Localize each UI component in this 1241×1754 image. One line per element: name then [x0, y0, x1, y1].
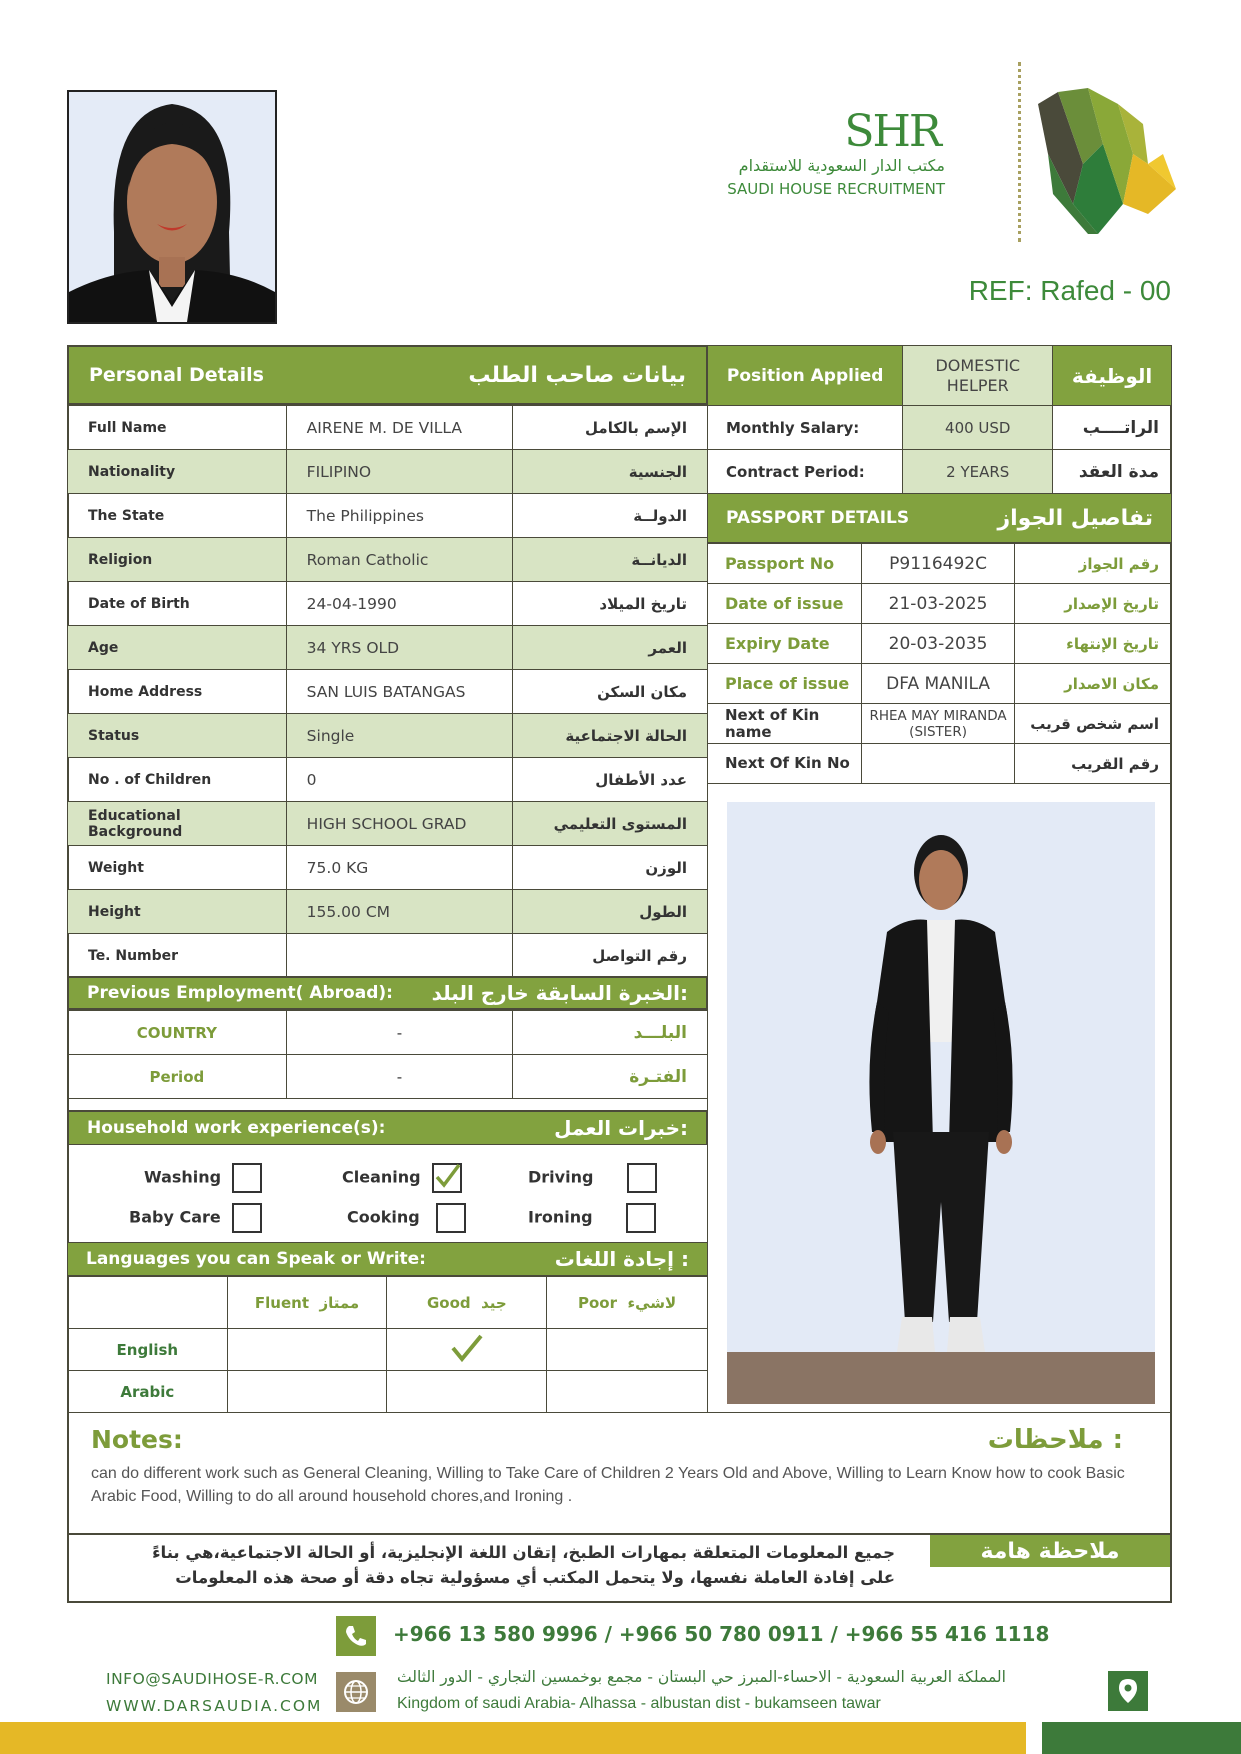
kin-name-label-ar: اسم شخص قريب — [1015, 704, 1172, 744]
household-work-header — [68, 1111, 707, 1145]
passport-field-label: Expiry Date — [708, 624, 862, 664]
website-link[interactable]: WWW.DARSAUDIA.COM — [106, 1697, 323, 1715]
passport-field-label-ar: رقم الجواز — [1015, 544, 1172, 584]
table-row — [68, 670, 708, 714]
field-label-ar: عدد الأطفال — [513, 758, 708, 802]
field-value: AIRENE M. DE VILLA — [286, 406, 513, 450]
field-label: The State — [68, 494, 287, 538]
passport-table — [707, 543, 1172, 784]
table-row — [708, 346, 1172, 406]
previous-employment-header — [67, 976, 708, 1010]
household-work-title: Household work experience(s): — [87, 1118, 386, 1138]
ironing-checkbox[interactable] — [626, 1203, 656, 1233]
position-table — [707, 345, 1172, 494]
period-value: - — [286, 1055, 513, 1099]
field-label-ar: الطول — [513, 890, 708, 934]
field-label: Height — [68, 890, 287, 934]
field-label-ar: المستوى التعليمي — [513, 802, 708, 846]
field-label: Full Name — [68, 406, 287, 450]
phone-icon — [336, 1616, 376, 1656]
field-label-ar: العمر — [513, 626, 708, 670]
field-label: No . of Children — [68, 758, 287, 802]
passport-field-label: Passport No — [708, 544, 862, 584]
table-row — [68, 1011, 708, 1055]
good-label-ar: جيد — [481, 1293, 507, 1312]
field-label: Home Address — [68, 670, 287, 714]
notes-title-ar: ملاحظات : — [987, 1425, 1123, 1455]
table-row — [68, 714, 708, 758]
ironing-option[interactable] — [528, 1203, 656, 1233]
cleaning-label: Cleaning — [342, 1167, 421, 1187]
field-value: SAN LUIS BATANGAS — [286, 670, 513, 714]
passport-field-value: P9116492C — [861, 544, 1015, 584]
table-row — [68, 450, 708, 494]
location-pin-icon — [1108, 1671, 1148, 1711]
field-label: Educational Background — [68, 802, 287, 846]
salary-label: Monthly Salary: — [708, 406, 903, 450]
table-row — [68, 1055, 708, 1099]
passport-field-value: 20-03-2035 — [861, 624, 1015, 664]
contract-label-ar: مدة العقد — [1053, 450, 1172, 494]
table-row — [68, 494, 708, 538]
globe-icon — [336, 1672, 376, 1712]
field-value: 0 — [286, 758, 513, 802]
field-value: FILIPINO — [286, 450, 513, 494]
ironing-label: Ironing — [528, 1207, 593, 1227]
table-row — [68, 802, 708, 846]
languages-header — [67, 1242, 708, 1276]
cooking-option[interactable] — [347, 1203, 466, 1233]
table-row — [708, 624, 1172, 664]
table-row — [68, 758, 708, 802]
table-row — [708, 584, 1172, 624]
arabic-good-cell[interactable] — [387, 1371, 547, 1413]
previous-employment-title: Previous Employment( Abroad): — [87, 983, 393, 1003]
previous-employment-section — [67, 976, 708, 1099]
important-note-line2: على إفادة العاملة نفسها، ولا يتحمل المكتب أي مسؤولية تجاه دقة أو صحة هذه المعلومات — [175, 1568, 895, 1587]
passport-title: PASSPORT DETAILS — [726, 508, 910, 528]
saudi-map-logo-icon — [1028, 84, 1178, 234]
table-row — [708, 406, 1172, 450]
field-label: Weight — [68, 846, 287, 890]
field-label-ar: الدولــة — [513, 494, 708, 538]
cleaning-checkbox[interactable] — [432, 1163, 462, 1193]
babycare-option[interactable] — [129, 1203, 262, 1233]
address-english: Kingdom of saudi Arabia- Alhassa - albustan dist - bukamseen tawar — [397, 1695, 881, 1712]
personal-details-title-ar: بيانات صاحب الطلب — [468, 362, 686, 388]
fluent-header — [227, 1277, 387, 1329]
logo-divider — [1018, 62, 1021, 242]
good-label: Good — [426, 1293, 471, 1312]
passport-field-label: Place of issue — [708, 664, 862, 704]
position-label-ar: الوظيفة — [1053, 346, 1172, 406]
table-row — [708, 664, 1172, 704]
table-row — [708, 704, 1172, 744]
field-label-ar: مكان السكن — [513, 670, 708, 714]
logo-arabic-name: مكتب الدار السعودية للاستقدام — [738, 156, 945, 175]
field-label-ar: الإسم بالكامل — [513, 406, 708, 450]
passport-header — [707, 493, 1172, 543]
table-row — [68, 1277, 708, 1329]
field-value: 155.00 CM — [286, 890, 513, 934]
driving-checkbox[interactable] — [627, 1163, 657, 1193]
table-row — [68, 846, 708, 890]
contract-value: 2 YEARS — [903, 450, 1053, 494]
english-poor-cell[interactable] — [547, 1329, 708, 1371]
checkmark-icon — [432, 1161, 462, 1191]
kin-no-label-ar: رقم القريب — [1015, 744, 1172, 784]
position-label: Position Applied — [708, 346, 903, 406]
field-label-ar: تاريخ الميلاد — [513, 582, 708, 626]
important-note-label: ملاحظة هامة — [930, 1535, 1170, 1567]
kin-no-label: Next Of Kin No — [708, 744, 862, 784]
field-label: Te. Number — [68, 934, 287, 978]
passport-field-value: 21-03-2025 — [861, 584, 1015, 624]
passport-section — [707, 493, 1172, 784]
field-value — [286, 934, 513, 978]
languages-title-ar: إجادة اللغات : — [554, 1247, 689, 1271]
passport-field-label-ar: مكان الاصدار — [1015, 664, 1172, 704]
important-note — [67, 1533, 1172, 1603]
languages-section — [67, 1242, 708, 1413]
languages-table — [67, 1276, 708, 1413]
table-row — [68, 406, 708, 450]
logo-english-name: SAUDI HOUSE RECRUITMENT — [727, 180, 945, 198]
washing-checkbox[interactable] — [232, 1163, 262, 1193]
field-value: Single — [286, 714, 513, 758]
english-fluent-cell[interactable] — [227, 1329, 387, 1371]
field-label: Age — [68, 626, 287, 670]
reference-number: REF: Rafed - 00 — [968, 275, 1171, 306]
fluent-label: Fluent — [254, 1293, 310, 1312]
country-label-ar: البلـــد — [513, 1011, 708, 1055]
kin-name-value: RHEA MAY MIRANDA (SISTER) — [861, 704, 1015, 744]
notes-text: can do different work such as General Cleaning, Willing to Take Care of Children 2 Years Old and Above, Willing to Learn Know how to cook Basic Arabic Food, Willing to do all around household chores,and Ironing . — [91, 1465, 1125, 1505]
portrait-photo — [67, 90, 277, 324]
field-value: Roman Catholic — [286, 538, 513, 582]
field-value: 34 YRS OLD — [286, 626, 513, 670]
period-label: Period — [68, 1055, 287, 1099]
arabic-poor-cell[interactable] — [547, 1371, 708, 1413]
table-row — [708, 450, 1172, 494]
table-row — [68, 582, 708, 626]
table-row — [68, 1371, 708, 1413]
field-value: 75.0 KG — [286, 846, 513, 890]
english-good-cell[interactable] — [387, 1329, 547, 1371]
logo-monogram: SHR — [844, 106, 940, 157]
household-work-section — [67, 1110, 708, 1243]
address-arabic: المملكة العربية السعودية - الاحساء-المبرز حي البستان - مجمع بوخمسين التجاري - الدور الثالث — [397, 1668, 1006, 1686]
arabic-label: Arabic — [68, 1371, 228, 1413]
field-label-ar: الوزن — [513, 846, 708, 890]
field-label-ar: الحالة الاجتماعية — [513, 714, 708, 758]
poor-label: Poor — [577, 1293, 617, 1312]
field-label: Nationality — [68, 450, 287, 494]
field-value: The Philippines — [286, 494, 513, 538]
kin-name-label: Next of Kin name — [708, 704, 862, 744]
section-divider — [67, 1412, 1172, 1413]
passport-title-ar: تفاصيل الجواز — [997, 505, 1153, 531]
babycare-checkbox[interactable] — [232, 1203, 262, 1233]
washing-label: Washing — [144, 1167, 222, 1187]
table-row — [68, 934, 708, 978]
cooking-label: Cooking — [347, 1207, 420, 1227]
period-label-ar: الفتـرة — [513, 1055, 708, 1099]
driving-label: Driving — [528, 1167, 594, 1187]
position-value: DOMESTIC HELPER — [903, 346, 1053, 406]
table-row — [708, 744, 1172, 784]
field-value: HIGH SCHOOL GRAD — [286, 802, 513, 846]
driving-option[interactable] — [528, 1163, 657, 1193]
phone-numbers[interactable]: +966 13 580 9996 / +966 50 780 0911 / +966 55 416 1118 — [393, 1622, 1050, 1646]
personal-details-header — [67, 345, 708, 405]
good-header — [387, 1277, 547, 1329]
languages-title: Languages you can Speak or Write: — [86, 1249, 426, 1269]
footer-green-bar — [1042, 1722, 1241, 1754]
table-row — [708, 544, 1172, 584]
checkmark-icon — [450, 1333, 484, 1363]
table-row — [68, 626, 708, 670]
company-logo — [727, 62, 1180, 242]
arabic-fluent-cell[interactable] — [227, 1371, 387, 1413]
household-work-title-ar: خبرات العمل: — [554, 1116, 688, 1140]
cleaning-option[interactable] — [342, 1163, 462, 1193]
passport-field-label-ar: تاريخ الإنتهاء — [1015, 624, 1172, 664]
passport-field-value: DFA MANILA — [861, 664, 1015, 704]
field-value: 24-04-1990 — [286, 582, 513, 626]
previous-employment-table — [67, 1010, 708, 1099]
field-label-ar: الديانــة — [513, 538, 708, 582]
table-row — [68, 1329, 708, 1371]
cooking-checkbox[interactable] — [436, 1203, 466, 1233]
babycare-label: Baby Care — [129, 1207, 221, 1227]
table-row — [68, 538, 708, 582]
field-label: Status — [68, 714, 287, 758]
personal-details-title: Personal Details — [89, 364, 264, 386]
passport-field-label-ar: تاريخ الإصدار — [1015, 584, 1172, 624]
footer-yellow-bar — [0, 1722, 1026, 1754]
previous-employment-title-ar: الخبرة السابقة خارج البلد: — [431, 981, 688, 1005]
poor-header — [547, 1277, 708, 1329]
fluent-label-ar: ممتاز — [319, 1293, 360, 1312]
poor-label-ar: لاشيء — [627, 1293, 677, 1312]
notes-title: Notes: — [91, 1425, 183, 1454]
salary-value: 400 USD — [903, 406, 1053, 450]
full-body-photo — [727, 802, 1155, 1404]
kin-no-value — [861, 744, 1015, 784]
field-label-ar: رقم التواصل — [513, 934, 708, 978]
country-value: - — [286, 1011, 513, 1055]
email-link[interactable]: INFO@SAUDIHOSE-R.COM — [106, 1670, 318, 1688]
country-label: COUNTRY — [68, 1011, 287, 1055]
field-label: Religion — [68, 538, 287, 582]
personal-details-section — [67, 345, 708, 978]
salary-label-ar: الراتــــب — [1053, 406, 1172, 450]
personal-details-table — [67, 405, 708, 978]
passport-field-label: Date of issue — [708, 584, 862, 624]
contract-label: Contract Period: — [708, 450, 903, 494]
field-label-ar: الجنسية — [513, 450, 708, 494]
washing-option[interactable] — [144, 1163, 262, 1193]
lang-header-empty — [68, 1277, 228, 1329]
important-note-line1: جميع المعلومات المتعلقة بمهارات الطبخ، إتقان اللغة الإنجليزية، أو الحالة الاجتماعية،هي بناءً — [152, 1543, 895, 1562]
field-label: Date of Birth — [68, 582, 287, 626]
english-label: English — [68, 1329, 228, 1371]
column-divider — [707, 790, 708, 1413]
table-row — [68, 890, 708, 934]
